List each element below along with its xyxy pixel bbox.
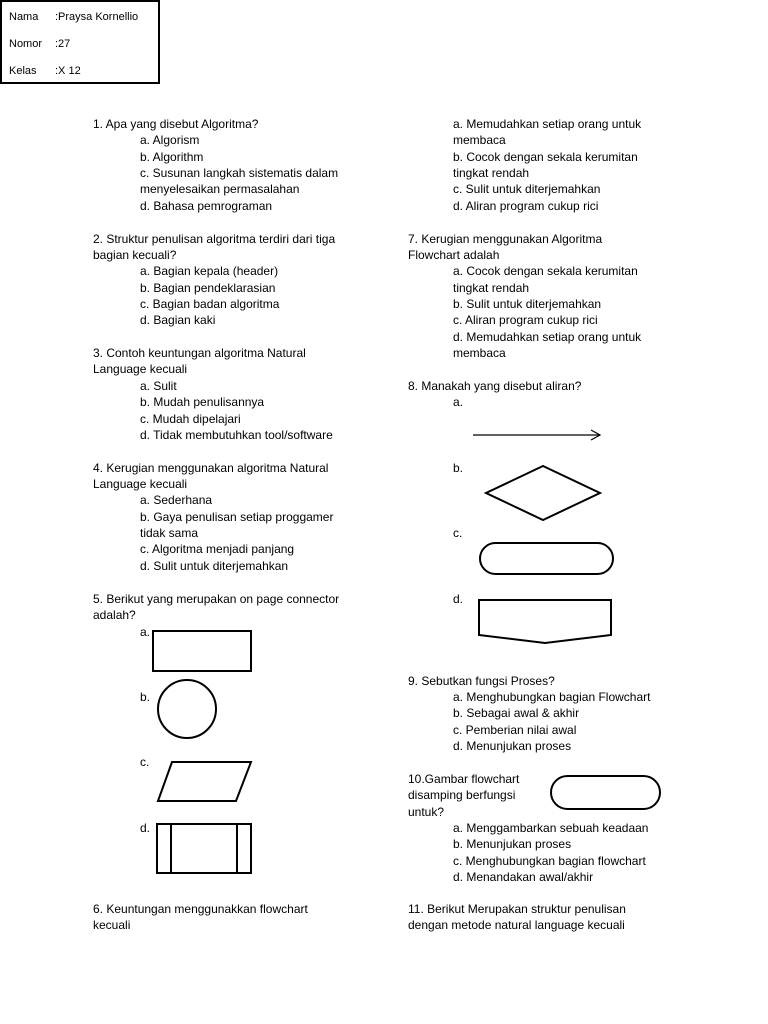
q5-question: 5. Berikut yang merupakan on page connector xyxy=(93,592,340,606)
q9-option-d: d. Menunjukan proses xyxy=(453,739,572,753)
q4-question: 4. Kerugian menggunakan algoritma Natural xyxy=(93,461,329,475)
q5-question-cont: adalah? xyxy=(93,608,136,622)
q2-option-b: b. Bagian pendeklarasian xyxy=(140,281,276,295)
q2-option-a: a. Bagian kepala (header) xyxy=(140,264,279,278)
q7-option-c: c. Aliran program cukup rici xyxy=(453,313,598,327)
q3-option-a: a. Sulit xyxy=(140,379,177,393)
q6-question: 6. Keuntungan menggunakkan flowchart xyxy=(93,902,308,916)
q3-question-cont: Language kecuali xyxy=(93,362,188,376)
number-value: :27 xyxy=(55,38,71,50)
q3-option-c: c. Mudah dipelajari xyxy=(140,412,241,426)
terminator-shape xyxy=(551,776,660,809)
q10-option-d: d. Menandakan awal/akhir xyxy=(453,870,594,884)
class-label: Kelas xyxy=(9,65,37,77)
q3-option-d: d. Tidak membutuhkan tool/software xyxy=(140,428,333,442)
q7-option-a: a. Cocok dengan sekala kerumitan xyxy=(453,264,638,278)
q1-option-a: a. Algorism xyxy=(140,133,200,147)
q10-option-a: a. Menggambarkan sebuah keadaan xyxy=(453,821,649,835)
q10-option-c: c. Menghubungkan bagian flowchart xyxy=(453,854,646,868)
parallelogram-shape xyxy=(158,762,251,801)
q9-option-b: b. Sebagai awal & akhir xyxy=(453,706,580,720)
q4-option-a: a. Sederhana xyxy=(140,493,213,507)
q9-option-a: a. Menghubungkan bagian Flowchart xyxy=(453,690,651,704)
q6-option-a-cont: membaca xyxy=(453,133,506,147)
q11-question-cont: dengan metode natural language kecuali xyxy=(408,918,625,932)
offpage-connector-shape xyxy=(479,600,611,643)
q7-option-b: b. Sulit untuk diterjemahkan xyxy=(453,297,602,311)
q7-question-cont: Flowchart adalah xyxy=(408,248,500,262)
q5-option-d: d. xyxy=(140,821,151,835)
circle-shape xyxy=(158,680,216,738)
q6-option-c: c. Sulit untuk diterjemahkan xyxy=(453,182,601,196)
q10-question: 10.Gambar flowchart xyxy=(408,772,520,786)
q5-option-b: b. xyxy=(140,690,151,704)
q3-option-b: b. Mudah penulisannya xyxy=(140,395,265,409)
q6-option-b: b. Cocok dengan sekala kerumitan xyxy=(453,150,638,164)
q8-option-a: a. xyxy=(453,395,464,409)
q6-option-d: d. Aliran program cukup rici xyxy=(453,199,599,213)
student-info-box xyxy=(0,0,160,84)
q6-question-cont: kecuali xyxy=(93,918,131,932)
q4-option-b-cont: tidak sama xyxy=(140,526,199,540)
q2-question: 2. Struktur penulisan algoritma terdiri dari tiga xyxy=(93,232,336,246)
q1-option-d: d. Bahasa pemrograman xyxy=(140,199,273,213)
q6-option-b-cont: tingkat rendah xyxy=(453,166,530,180)
q10-option-b: b. Menunjukan proses xyxy=(453,837,572,851)
q1-option-c: c. Susunan langkah sistematis dalam xyxy=(140,166,339,180)
q10-question-cont2: untuk? xyxy=(408,805,445,819)
q5-option-a: a. xyxy=(140,625,151,639)
number-label: Nomor xyxy=(9,38,43,50)
q2-question-cont: bagian kecuali? xyxy=(93,248,177,262)
q8-option-c: c. xyxy=(453,526,463,540)
q6-option-a: a. Memudahkan setiap orang untuk xyxy=(453,117,642,131)
q4-question-cont: Language kecuali xyxy=(93,477,188,491)
q8-option-b: b. xyxy=(453,461,464,475)
rectangle-shape xyxy=(153,631,251,671)
q10-question-cont: disamping berfungsi xyxy=(408,788,516,802)
q4-option-c: c. Algoritma menjadi panjang xyxy=(140,542,295,556)
q7-option-d: d. Memudahkan setiap orang untuk xyxy=(453,330,642,344)
name-label: Nama xyxy=(9,11,39,23)
q5-option-c: c. xyxy=(140,755,150,769)
q9-option-c: c. Pemberian nilai awal xyxy=(453,723,577,737)
q7-option-a-cont: tingkat rendah xyxy=(453,281,530,295)
class-value: :X 12 xyxy=(55,65,81,77)
name-value: :Praysa Kornellio xyxy=(55,11,139,23)
q2-option-c: c. Bagian badan algoritma xyxy=(140,297,280,311)
q8-question: 8. Manakah yang disebut aliran? xyxy=(408,379,582,393)
terminator-shape xyxy=(480,543,613,574)
q7-option-d-cont: membaca xyxy=(453,346,506,360)
q1-option-c-cont: menyelesaikan permasalahan xyxy=(140,182,300,196)
q1-option-b: b. Algorithm xyxy=(140,150,204,164)
q3-question: 3. Contoh keuntungan algoritma Natural xyxy=(93,346,306,360)
q11-question: 11. Berikut Merupakan struktur penulisan xyxy=(408,902,626,916)
q4-option-b: b. Gaya penulisan setiap proggamer xyxy=(140,510,334,524)
q1-question: 1. Apa yang disebut Algoritma? xyxy=(93,117,259,131)
q4-option-d: d. Sulit untuk diterjemahkan xyxy=(140,559,289,573)
diamond-shape xyxy=(486,466,600,520)
q2-option-d: d. Bagian kaki xyxy=(140,313,216,327)
q8-option-d: d. xyxy=(453,592,464,606)
q9-question: 9. Sebutkan fungsi Proses? xyxy=(408,674,555,688)
q10-terminator-shape xyxy=(0,0,1,1)
q7-question: 7. Kerugian menggunakan Algoritma xyxy=(408,232,603,246)
